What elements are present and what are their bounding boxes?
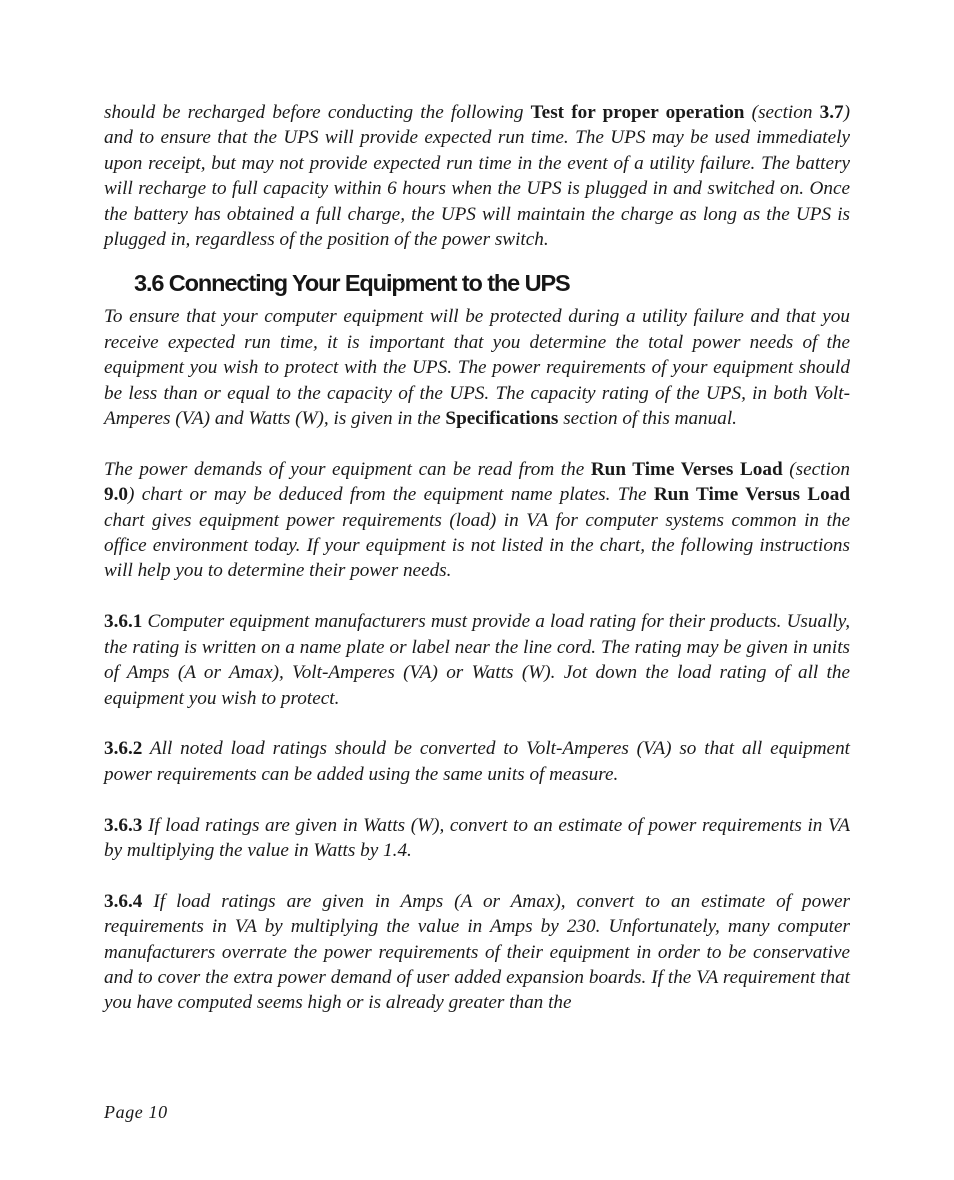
subsection-3-6-2	[104, 736, 850, 787]
page-number: Page 10	[104, 1102, 168, 1122]
intro-paragraph	[104, 100, 850, 252]
p2-bold-run-time-versus-load: Run Time Versus Load	[653, 484, 850, 506]
subsection-number: 3.6.2	[104, 738, 143, 760]
subsection-3-6-4	[104, 889, 850, 1016]
subsection-3-6-3	[104, 813, 850, 864]
intro-text-2: (section	[744, 102, 820, 123]
subsection-number: 3.6.3	[104, 814, 143, 836]
paragraph-2	[104, 457, 850, 584]
p2-text-2: (section	[782, 458, 850, 480]
subsection-3-6-1	[104, 609, 850, 711]
subsection-number: 3.6.4	[104, 890, 143, 912]
intro-text-1: should be recharged before conducting the following	[104, 102, 531, 123]
document-page	[104, 100, 850, 1041]
p1-text-2: section of this manual.	[558, 408, 737, 430]
p2-bold-run-time-verses-load: Run Time Verses Load	[590, 458, 783, 480]
p2-text-3: ) chart or may be deduced from the equipment name plates. The	[127, 484, 654, 506]
p2-text-1: The power demands of your equipment can be read from the	[104, 458, 591, 480]
subsection-text: All noted load ratings should be converted to Volt-Amperes (VA) so that all equipment power requirements can be added using the same units of measure.	[104, 738, 850, 785]
intro-bold-test-link: Test for proper operation	[530, 102, 745, 123]
intro-bold-section-ref: 3.7	[819, 102, 844, 123]
p1-bold-specifications: Specifications	[445, 408, 559, 430]
subsection-number: 3.6.1	[104, 611, 143, 633]
subsection-text: If load ratings are given in Watts (W), convert to an estimate of power requirements in VA by multiplying the value in Watts by 1.4.	[104, 814, 850, 861]
section-heading: 3.6 Connecting Your Equipment to the UPS	[134, 270, 570, 297]
intro-text-3: ) and to ensure that the UPS will provide expected run time. The UPS may be used immediately upon receipt, but may not provide expected run time in the event of a utility failure. The battery will recharge to full capacity within 6 hours when the UPS is plugged in and switched on. Once the battery has obtained a full charge, the UPS will maintain the charge as long as the UPS is plugged in, regardless of the position of the power switch.	[104, 102, 851, 251]
subsection-text: If load ratings are given in Amps (A or Amax), convert to an estimate of power requirements in VA by multiplying the value in Amps by 230. Unfortunately, many computer manufacturers overrate the power requirements of their equipment in order to be conservative and to cover the extra power demand of user added expansion boards. If the VA requirement that you have computed seems high or is already greater than the	[104, 890, 850, 1014]
p2-text-4: chart gives equipment power requirements (load) in VA for computer systems common in the office environment today. If your equipment is not listed in the chart, the following instructions will help you to determine their power needs.	[104, 509, 850, 582]
subsection-text: Computer equipment manufacturers must provide a load rating for their products. Usually, the rating is written on a name plate or label near the line cord. The rating may be given in units of Amps (A or Amax), Volt-Amperes (VA) or Watts (W). Jot down the load rating of all the equipment you wish to protect.	[104, 611, 850, 709]
p1-text-1: To ensure that your computer equipment will be protected during a utility failure and that you receive expected run time, it is important that you determine the total power needs of the equipment you wish to protect with the UPS. The power requirements of your equipment should be less than or equal to the capacity of the UPS. The capacity rating of the UPS, in both Volt-Amperes (VA) and Watts (W), is given in the	[104, 306, 850, 430]
paragraph-1	[104, 304, 850, 431]
p2-bold-section-ref: 9.0	[104, 484, 128, 506]
